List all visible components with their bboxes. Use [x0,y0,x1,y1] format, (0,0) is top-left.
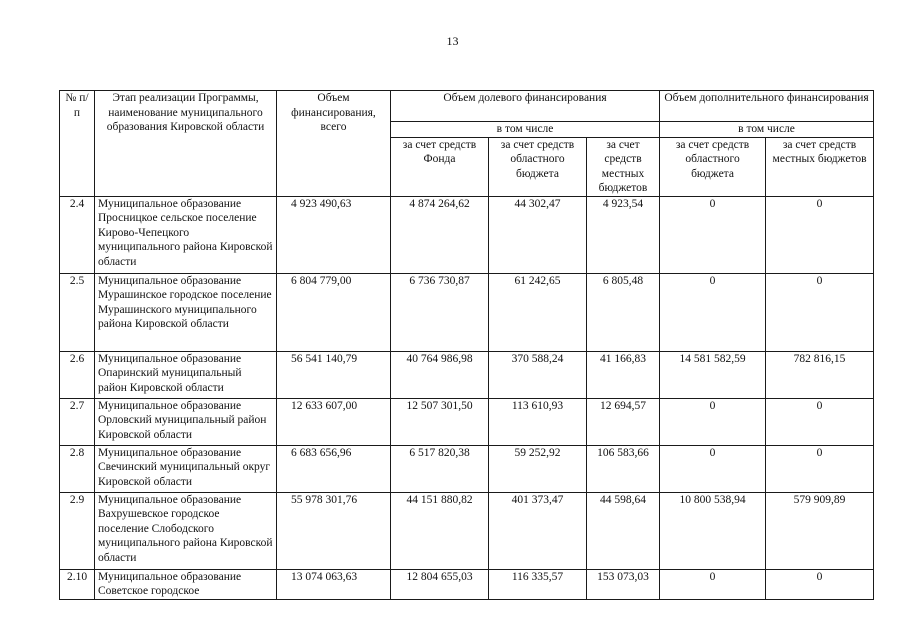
row-regional: 61 242,65 [489,273,587,351]
table-row [60,445,874,492]
row-add-regional: 0 [660,569,766,599]
row-local: 106 583,66 [587,445,660,492]
row-local: 153 073,03 [587,569,660,599]
header-fund: за счет средств Фонда [391,137,489,196]
row-fund: 6 517 820,38 [391,445,489,492]
row-fund: 40 764 986,98 [391,351,489,398]
row-regional: 116 335,57 [489,569,587,599]
row-fund: 4 874 264,62 [391,196,489,273]
row-total: 6 683 656,96 [277,445,391,492]
row-fund: 6 736 730,87 [391,273,489,351]
row-add-local: 0 [766,569,874,599]
row-add-local: 0 [766,398,874,445]
row-num: 2.10 [60,569,95,599]
table-row [60,351,874,398]
row-num: 2.6 [60,351,95,398]
row-regional: 44 302,47 [489,196,587,273]
header-incl-shared: в том числе [391,122,660,138]
row-local: 6 805,48 [587,273,660,351]
row-add-regional: 0 [660,398,766,445]
header-regional: за счет средств областного бюджета [489,137,587,196]
row-add-regional: 0 [660,445,766,492]
row-num: 2.7 [60,398,95,445]
row-fund: 12 507 301,50 [391,398,489,445]
header-add-local: за счет средств местных бюджетов [766,137,874,196]
row-name: Муниципальное образование Вахрушевское городское поселение Слободского муниципального района Кировской области [95,492,277,569]
table-row [60,492,874,569]
row-add-regional: 14 581 582,59 [660,351,766,398]
row-name: Муниципальное образование Свечинский муниципальный округ Кировской области [95,445,277,492]
row-add-local: 0 [766,196,874,273]
header-shared-financing: Объем долевого финансирования [391,91,660,122]
row-fund: 44 151 880,82 [391,492,489,569]
header-additional-financing: Объем дополнительного финансирования [660,91,874,122]
row-regional: 59 252,92 [489,445,587,492]
row-name: Муниципальное образование Советское городское [95,569,277,599]
row-total: 13 074 063,63 [277,569,391,599]
row-name: Муниципальное образование Орловский муниципальный район Кировской области [95,398,277,445]
row-local: 4 923,54 [587,196,660,273]
header-local: за счет средств местных бюджетов [587,137,660,196]
row-add-local: 782 816,15 [766,351,874,398]
header-stage: Этап реализации Программы, наименование муниципального образования Кировской области [95,91,277,197]
row-num: 2.4 [60,196,95,273]
row-regional: 113 610,93 [489,398,587,445]
row-add-regional: 0 [660,273,766,351]
row-name: Муниципальное образование Мурашинское городское поселение Мурашинского муниципального района Кировской области [95,273,277,351]
table-row [60,273,874,351]
financing-table [59,90,874,600]
table-row [60,196,874,273]
table-row [60,569,874,599]
row-total: 4 923 490,63 [277,196,391,273]
row-add-regional: 0 [660,196,766,273]
row-name: Муниципальное образование Просницкое сельское поселение Кирово-Чепецкого муниципального района Кировской области [95,196,277,273]
row-total: 56 541 140,79 [277,351,391,398]
row-name: Муниципальное образование Опаринский муниципальный район Кировской области [95,351,277,398]
row-regional: 401 373,47 [489,492,587,569]
header-incl-additional: в том числе [660,122,874,138]
page-number: 13 [446,34,459,48]
row-local: 41 166,83 [587,351,660,398]
row-total: 12 633 607,00 [277,398,391,445]
row-num: 2.5 [60,273,95,351]
row-add-local: 0 [766,445,874,492]
header-num: № п/п [60,91,95,197]
header-total: Объем финансирования, всего [277,91,391,197]
header-add-regional: за счет средств областного бюджета [660,137,766,196]
row-add-regional: 10 800 538,94 [660,492,766,569]
row-num: 2.8 [60,445,95,492]
row-regional: 370 588,24 [489,351,587,398]
row-num: 2.9 [60,492,95,569]
table-row [60,398,874,445]
row-local: 12 694,57 [587,398,660,445]
row-fund: 12 804 655,03 [391,569,489,599]
row-local: 44 598,64 [587,492,660,569]
row-total: 55 978 301,76 [277,492,391,569]
row-add-local: 579 909,89 [766,492,874,569]
row-add-local: 0 [766,273,874,351]
row-total: 6 804 779,00 [277,273,391,351]
header-row-1 [60,91,874,122]
